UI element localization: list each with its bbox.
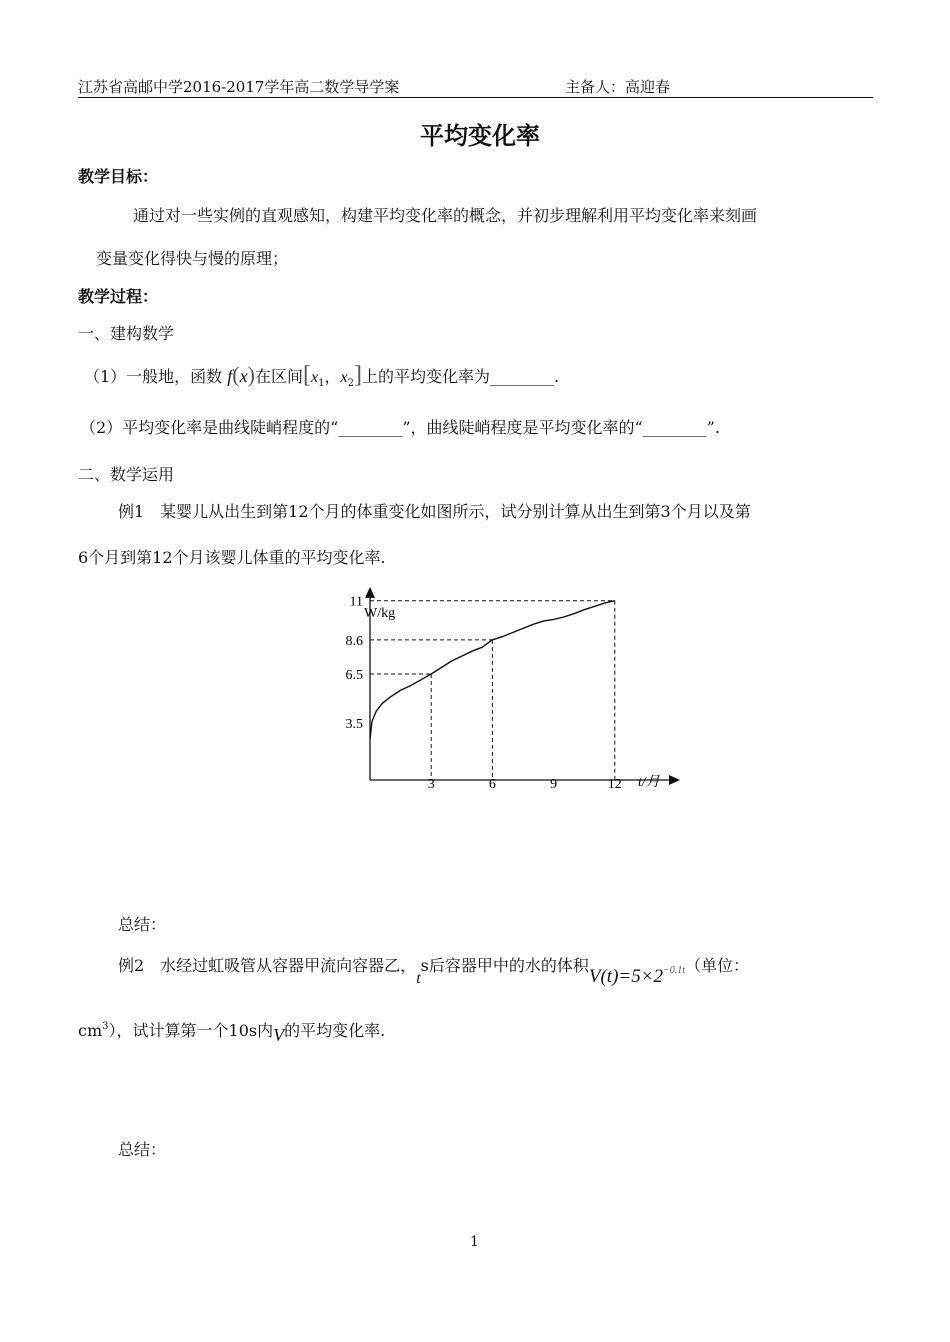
x1-sub: 1 <box>318 378 325 390</box>
y-tick-label-6.5: 6.5 <box>345 668 363 684</box>
example-2-line-1 <box>118 953 750 987</box>
x-tick-label-6: 6 <box>488 777 496 792</box>
x-axis-arrow <box>669 775 680 785</box>
x-tick-label-12: 12 <box>607 777 622 792</box>
y-tick-label-8.6: 8.6 <box>345 633 363 649</box>
item-1-func: f <box>227 366 233 386</box>
example-2-line2-suffix: 的平均变化率. <box>284 1021 386 1040</box>
item-1-middle: 在区间 <box>254 367 303 386</box>
y-axis-label: W/kg <box>364 605 396 621</box>
process-heading: 教学过程： <box>78 287 159 306</box>
x2-sub: 2 <box>347 378 354 390</box>
unit-cm: cm <box>78 1021 103 1040</box>
summary-2: 总结： <box>118 1140 167 1159</box>
paren-open: ( <box>232 362 240 387</box>
bracket-close: ] <box>353 362 362 388</box>
y-tick-label-3.5: 3.5 <box>345 716 363 732</box>
item-1 <box>84 362 559 389</box>
summary-1: 总结： <box>118 915 167 934</box>
y-tick-label-11: 11 <box>349 594 363 610</box>
x-axis-label: t/月 <box>638 775 660 790</box>
example-2-t: t <box>416 970 421 987</box>
comma: ， <box>324 367 341 386</box>
example-1-line-1: 例1 某婴儿从出生到第12个月的体重变化如图所示，试分别计算从出生到第3个月以及第 <box>118 502 751 521</box>
item-1-prefix: （1）一般地，函数 <box>84 367 223 386</box>
item-2: （2）平均变化率是曲线陡峭程度的“________”，曲线陡峭程度是平均变化率的“________”. <box>80 418 720 437</box>
objectives-line-2: 变量变化得快与慢的原理； <box>96 249 289 268</box>
header-author: 主备人：高迎春 <box>565 78 671 96</box>
example-2-prefix: 例2 水经过虹吸管从容器甲流向容器乙， <box>118 956 417 975</box>
paren-close: ) <box>247 362 255 387</box>
objectives-line-1: 通过对一些实例的直观感知，构建平均变化率的概念，并初步理解利用平均变化率来刻画 <box>133 206 758 225</box>
page-number: 1 <box>470 1234 479 1250</box>
bracket-open: [ <box>302 362 311 388</box>
volume-exponent: −0.1t <box>663 965 686 976</box>
example-2-line-2 <box>78 1018 386 1045</box>
unit-cm-sup: 3 <box>102 1021 109 1032</box>
item-1-var: x <box>239 366 248 386</box>
objectives-heading: 教学目标： <box>78 167 159 186</box>
unit-open: （单位： <box>685 956 750 975</box>
section-1-heading: 一、建构数学 <box>78 324 175 343</box>
y-axis-arrow <box>365 587 375 598</box>
x-tick-label-9: 9 <box>550 777 558 792</box>
page-title: 平均变化率 <box>420 122 540 150</box>
example-1-line-2: 6个月到第12个月该婴儿体重的平均变化率. <box>78 548 386 567</box>
volume-formula: V(t)=5×2 <box>588 966 664 987</box>
example-2-V: V <box>273 1025 285 1045</box>
section-2-heading: 二、数学运用 <box>78 465 175 484</box>
x1: x <box>310 369 319 386</box>
x2: x <box>340 369 348 386</box>
header-rule <box>78 97 873 98</box>
example-2-line2-mid: ），试计算第一个10s内 <box>108 1021 274 1040</box>
header-school: 江苏省高邮中学2016-2017学年高二数学导学案 <box>78 78 400 96</box>
example-2-middle: s后容器甲中的水的体积 <box>420 956 589 975</box>
item-1-suffix: 上的平均变化率为________. <box>361 367 560 386</box>
x-tick-label-3: 3 <box>427 777 435 792</box>
weight-chart <box>330 572 700 802</box>
